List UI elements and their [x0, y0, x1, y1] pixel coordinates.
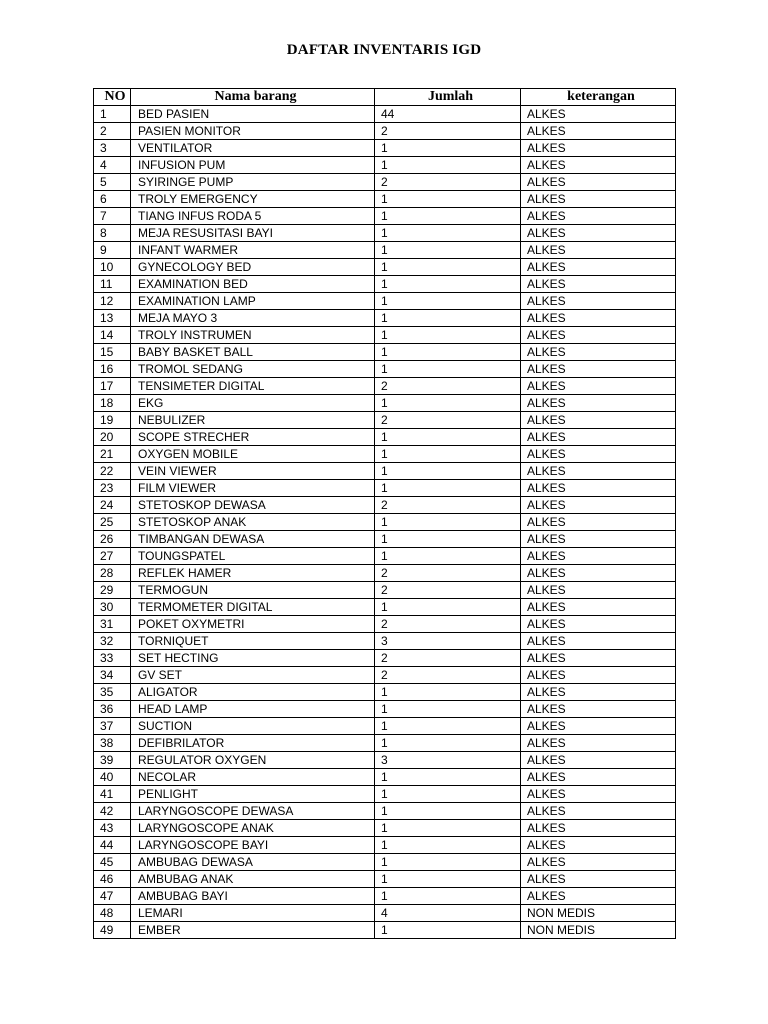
table-row	[94, 531, 676, 548]
cell-nama-barang: MEJA MAYO 3	[131, 310, 375, 327]
cell-nama-barang: TENSIMETER DIGITAL	[131, 378, 375, 395]
cell-nama-barang: DEFIBRILATOR	[131, 735, 375, 752]
cell-keterangan: ALKES	[521, 242, 676, 259]
cell-no: 48	[94, 905, 131, 922]
cell-keterangan: ALKES	[521, 378, 676, 395]
cell-keterangan: ALKES	[521, 463, 676, 480]
header-keterangan: keterangan	[521, 89, 676, 106]
cell-keterangan: NON MEDIS	[521, 922, 676, 939]
cell-nama-barang: BED PASIEN	[131, 106, 375, 123]
cell-jumlah: 1	[375, 531, 521, 548]
cell-no: 45	[94, 854, 131, 871]
cell-jumlah: 1	[375, 854, 521, 871]
cell-keterangan: ALKES	[521, 565, 676, 582]
cell-keterangan: ALKES	[521, 327, 676, 344]
cell-nama-barang: LARYNGOSCOPE BAYI	[131, 837, 375, 854]
cell-no: 6	[94, 191, 131, 208]
cell-keterangan: ALKES	[521, 803, 676, 820]
table-row	[94, 718, 676, 735]
cell-no: 4	[94, 157, 131, 174]
cell-no: 30	[94, 599, 131, 616]
cell-nama-barang: VENTILATOR	[131, 140, 375, 157]
cell-nama-barang: LARYNGOSCOPE ANAK	[131, 820, 375, 837]
cell-keterangan: ALKES	[521, 140, 676, 157]
table-header	[94, 89, 676, 106]
cell-no: 3	[94, 140, 131, 157]
cell-jumlah: 1	[375, 463, 521, 480]
cell-no: 41	[94, 786, 131, 803]
cell-keterangan: ALKES	[521, 616, 676, 633]
cell-no: 26	[94, 531, 131, 548]
cell-no: 28	[94, 565, 131, 582]
cell-no: 44	[94, 837, 131, 854]
cell-jumlah: 1	[375, 837, 521, 854]
cell-no: 34	[94, 667, 131, 684]
table-row	[94, 446, 676, 463]
cell-no: 10	[94, 259, 131, 276]
cell-jumlah: 2	[375, 650, 521, 667]
table-row	[94, 344, 676, 361]
cell-nama-barang: GV SET	[131, 667, 375, 684]
cell-nama-barang: REGULATOR OXYGEN	[131, 752, 375, 769]
cell-nama-barang: TIMBANGAN DEWASA	[131, 531, 375, 548]
table-row	[94, 480, 676, 497]
cell-jumlah: 1	[375, 446, 521, 463]
cell-nama-barang: GYNECOLOGY BED	[131, 259, 375, 276]
cell-no: 47	[94, 888, 131, 905]
table-row	[94, 735, 676, 752]
cell-nama-barang: FILM VIEWER	[131, 480, 375, 497]
cell-jumlah: 1	[375, 514, 521, 531]
table-row	[94, 752, 676, 769]
cell-no: 24	[94, 497, 131, 514]
cell-keterangan: ALKES	[521, 344, 676, 361]
cell-keterangan: ALKES	[521, 174, 676, 191]
cell-jumlah: 1	[375, 599, 521, 616]
table-row	[94, 684, 676, 701]
table-row	[94, 565, 676, 582]
cell-keterangan: ALKES	[521, 837, 676, 854]
table-row	[94, 174, 676, 191]
inventory-table	[93, 88, 676, 939]
table-row	[94, 191, 676, 208]
cell-nama-barang: OXYGEN MOBILE	[131, 446, 375, 463]
cell-jumlah: 1	[375, 480, 521, 497]
cell-keterangan: ALKES	[521, 293, 676, 310]
cell-no: 7	[94, 208, 131, 225]
header-row	[94, 89, 676, 106]
cell-keterangan: ALKES	[521, 701, 676, 718]
cell-jumlah: 1	[375, 820, 521, 837]
table-row	[94, 497, 676, 514]
table-row	[94, 803, 676, 820]
cell-jumlah: 1	[375, 803, 521, 820]
table-row	[94, 259, 676, 276]
cell-no: 43	[94, 820, 131, 837]
cell-jumlah: 44	[375, 106, 521, 123]
cell-keterangan: ALKES	[521, 888, 676, 905]
cell-no: 13	[94, 310, 131, 327]
document-title: DAFTAR INVENTARIS IGD	[286, 42, 482, 58]
cell-nama-barang: AMBUBAG BAYI	[131, 888, 375, 905]
cell-no: 8	[94, 225, 131, 242]
cell-no: 25	[94, 514, 131, 531]
cell-jumlah: 1	[375, 395, 521, 412]
cell-no: 39	[94, 752, 131, 769]
cell-nama-barang: EKG	[131, 395, 375, 412]
cell-keterangan: ALKES	[521, 157, 676, 174]
header-no: NO	[94, 89, 131, 106]
cell-keterangan: ALKES	[521, 259, 676, 276]
cell-no: 31	[94, 616, 131, 633]
cell-jumlah: 1	[375, 684, 521, 701]
cell-no: 23	[94, 480, 131, 497]
cell-jumlah: 2	[375, 582, 521, 599]
cell-nama-barang: SET HECTING	[131, 650, 375, 667]
table-row	[94, 922, 676, 939]
table-row	[94, 667, 676, 684]
cell-nama-barang: TORNIQUET	[131, 633, 375, 650]
cell-jumlah: 1	[375, 157, 521, 174]
cell-no: 14	[94, 327, 131, 344]
cell-nama-barang: INFANT WARMER	[131, 242, 375, 259]
cell-keterangan: ALKES	[521, 548, 676, 565]
cell-nama-barang: TROLY INSTRUMEN	[131, 327, 375, 344]
cell-no: 15	[94, 344, 131, 361]
cell-jumlah: 2	[375, 123, 521, 140]
cell-nama-barang: REFLEK HAMER	[131, 565, 375, 582]
table-row	[94, 412, 676, 429]
table-row	[94, 463, 676, 480]
cell-keterangan: ALKES	[521, 123, 676, 140]
cell-nama-barang: LARYNGOSCOPE DEWASA	[131, 803, 375, 820]
table-row	[94, 888, 676, 905]
cell-keterangan: ALKES	[521, 310, 676, 327]
cell-nama-barang: TROMOL SEDANG	[131, 361, 375, 378]
cell-jumlah: 1	[375, 786, 521, 803]
cell-nama-barang: VEIN VIEWER	[131, 463, 375, 480]
table-row	[94, 633, 676, 650]
cell-no: 1	[94, 106, 131, 123]
table-row	[94, 276, 676, 293]
cell-nama-barang: STETOSKOP ANAK	[131, 514, 375, 531]
cell-keterangan: ALKES	[521, 106, 676, 123]
cell-nama-barang: SYIRINGE PUMP	[131, 174, 375, 191]
cell-keterangan: ALKES	[521, 276, 676, 293]
cell-jumlah: 1	[375, 922, 521, 939]
cell-jumlah: 1	[375, 361, 521, 378]
cell-jumlah: 1	[375, 259, 521, 276]
table-row	[94, 905, 676, 922]
table-row	[94, 157, 676, 174]
cell-nama-barang: PENLIGHT	[131, 786, 375, 803]
cell-keterangan: ALKES	[521, 446, 676, 463]
cell-no: 16	[94, 361, 131, 378]
cell-nama-barang: ALIGATOR	[131, 684, 375, 701]
cell-jumlah: 1	[375, 888, 521, 905]
cell-no: 22	[94, 463, 131, 480]
table-row	[94, 582, 676, 599]
cell-no: 42	[94, 803, 131, 820]
cell-no: 12	[94, 293, 131, 310]
cell-nama-barang: LEMARI	[131, 905, 375, 922]
cell-no: 49	[94, 922, 131, 939]
cell-jumlah: 1	[375, 293, 521, 310]
table-row	[94, 327, 676, 344]
cell-jumlah: 2	[375, 616, 521, 633]
table-body	[94, 106, 676, 939]
cell-keterangan: ALKES	[521, 429, 676, 446]
table-row	[94, 616, 676, 633]
cell-no: 11	[94, 276, 131, 293]
table-row	[94, 242, 676, 259]
cell-no: 18	[94, 395, 131, 412]
cell-nama-barang: SCOPE STRECHER	[131, 429, 375, 446]
cell-no: 40	[94, 769, 131, 786]
cell-jumlah: 1	[375, 735, 521, 752]
cell-no: 19	[94, 412, 131, 429]
cell-no: 5	[94, 174, 131, 191]
table-row	[94, 854, 676, 871]
cell-keterangan: ALKES	[521, 667, 676, 684]
cell-nama-barang: NEBULIZER	[131, 412, 375, 429]
cell-no: 33	[94, 650, 131, 667]
cell-keterangan: ALKES	[521, 820, 676, 837]
cell-jumlah: 2	[375, 378, 521, 395]
cell-jumlah: 2	[375, 497, 521, 514]
cell-keterangan: ALKES	[521, 854, 676, 871]
table-row	[94, 106, 676, 123]
cell-keterangan: ALKES	[521, 395, 676, 412]
cell-keterangan: ALKES	[521, 208, 676, 225]
cell-jumlah: 1	[375, 769, 521, 786]
cell-jumlah: 4	[375, 905, 521, 922]
table-row	[94, 429, 676, 446]
cell-no: 29	[94, 582, 131, 599]
cell-nama-barang: EXAMINATION BED	[131, 276, 375, 293]
cell-no: 21	[94, 446, 131, 463]
cell-keterangan: ALKES	[521, 752, 676, 769]
cell-jumlah: 1	[375, 225, 521, 242]
cell-jumlah: 1	[375, 344, 521, 361]
table-row	[94, 140, 676, 157]
cell-jumlah: 3	[375, 633, 521, 650]
cell-jumlah: 1	[375, 191, 521, 208]
cell-jumlah: 1	[375, 429, 521, 446]
table-row	[94, 310, 676, 327]
cell-nama-barang: TROLY EMERGENCY	[131, 191, 375, 208]
cell-jumlah: 1	[375, 871, 521, 888]
cell-no: 36	[94, 701, 131, 718]
cell-keterangan: ALKES	[521, 497, 676, 514]
table-row	[94, 599, 676, 616]
table-row	[94, 837, 676, 854]
table-row	[94, 378, 676, 395]
cell-keterangan: ALKES	[521, 633, 676, 650]
cell-keterangan: ALKES	[521, 769, 676, 786]
cell-no: 20	[94, 429, 131, 446]
cell-keterangan: ALKES	[521, 871, 676, 888]
table-row	[94, 548, 676, 565]
cell-nama-barang: EXAMINATION LAMP	[131, 293, 375, 310]
cell-keterangan: ALKES	[521, 514, 676, 531]
cell-keterangan: ALKES	[521, 735, 676, 752]
cell-no: 35	[94, 684, 131, 701]
cell-keterangan: ALKES	[521, 582, 676, 599]
cell-jumlah: 1	[375, 701, 521, 718]
cell-no: 32	[94, 633, 131, 650]
cell-jumlah: 1	[375, 208, 521, 225]
header-nama-barang: Nama barang	[131, 89, 375, 106]
cell-nama-barang: TIANG INFUS RODA 5	[131, 208, 375, 225]
table-row	[94, 786, 676, 803]
cell-jumlah: 2	[375, 412, 521, 429]
cell-nama-barang: STETOSKOP DEWASA	[131, 497, 375, 514]
cell-nama-barang: SUCTION	[131, 718, 375, 735]
cell-no: 9	[94, 242, 131, 259]
header-jumlah: Jumlah	[375, 89, 521, 106]
cell-keterangan: ALKES	[521, 531, 676, 548]
table-row	[94, 225, 676, 242]
cell-keterangan: ALKES	[521, 599, 676, 616]
table-row	[94, 514, 676, 531]
cell-jumlah: 1	[375, 276, 521, 293]
cell-keterangan: ALKES	[521, 718, 676, 735]
cell-nama-barang: AMBUBAG DEWASA	[131, 854, 375, 871]
cell-jumlah: 1	[375, 327, 521, 344]
table-row	[94, 820, 676, 837]
table-row	[94, 361, 676, 378]
table-row	[94, 293, 676, 310]
cell-no: 17	[94, 378, 131, 395]
cell-jumlah: 1	[375, 548, 521, 565]
cell-jumlah: 2	[375, 174, 521, 191]
cell-nama-barang: TERMOMETER DIGITAL	[131, 599, 375, 616]
table-row	[94, 769, 676, 786]
cell-keterangan: ALKES	[521, 650, 676, 667]
table-row	[94, 701, 676, 718]
cell-no: 37	[94, 718, 131, 735]
cell-nama-barang: POKET OXYMETRI	[131, 616, 375, 633]
table-row	[94, 123, 676, 140]
cell-nama-barang: PASIEN MONITOR	[131, 123, 375, 140]
table-row	[94, 871, 676, 888]
cell-nama-barang: TOUNGSPATEL	[131, 548, 375, 565]
cell-keterangan: ALKES	[521, 480, 676, 497]
cell-no: 46	[94, 871, 131, 888]
cell-keterangan: ALKES	[521, 786, 676, 803]
cell-nama-barang: BABY BASKET BALL	[131, 344, 375, 361]
cell-no: 27	[94, 548, 131, 565]
cell-jumlah: 1	[375, 718, 521, 735]
cell-jumlah: 3	[375, 752, 521, 769]
cell-nama-barang: HEAD LAMP	[131, 701, 375, 718]
table-row	[94, 650, 676, 667]
cell-jumlah: 2	[375, 565, 521, 582]
table-row	[94, 208, 676, 225]
cell-nama-barang: INFUSION PUM	[131, 157, 375, 174]
cell-nama-barang: TERMOGUN	[131, 582, 375, 599]
table-row	[94, 395, 676, 412]
cell-keterangan: ALKES	[521, 412, 676, 429]
cell-nama-barang: EMBER	[131, 922, 375, 939]
cell-keterangan: ALKES	[521, 361, 676, 378]
cell-keterangan: ALKES	[521, 191, 676, 208]
cell-jumlah: 1	[375, 140, 521, 157]
cell-nama-barang: MEJA RESUSITASI BAYI	[131, 225, 375, 242]
cell-no: 2	[94, 123, 131, 140]
cell-no: 38	[94, 735, 131, 752]
cell-keterangan: ALKES	[521, 225, 676, 242]
cell-nama-barang: AMBUBAG ANAK	[131, 871, 375, 888]
cell-jumlah: 2	[375, 667, 521, 684]
cell-keterangan: ALKES	[521, 684, 676, 701]
cell-nama-barang: NECOLAR	[131, 769, 375, 786]
cell-jumlah: 1	[375, 310, 521, 327]
cell-keterangan: NON MEDIS	[521, 905, 676, 922]
cell-jumlah: 1	[375, 242, 521, 259]
